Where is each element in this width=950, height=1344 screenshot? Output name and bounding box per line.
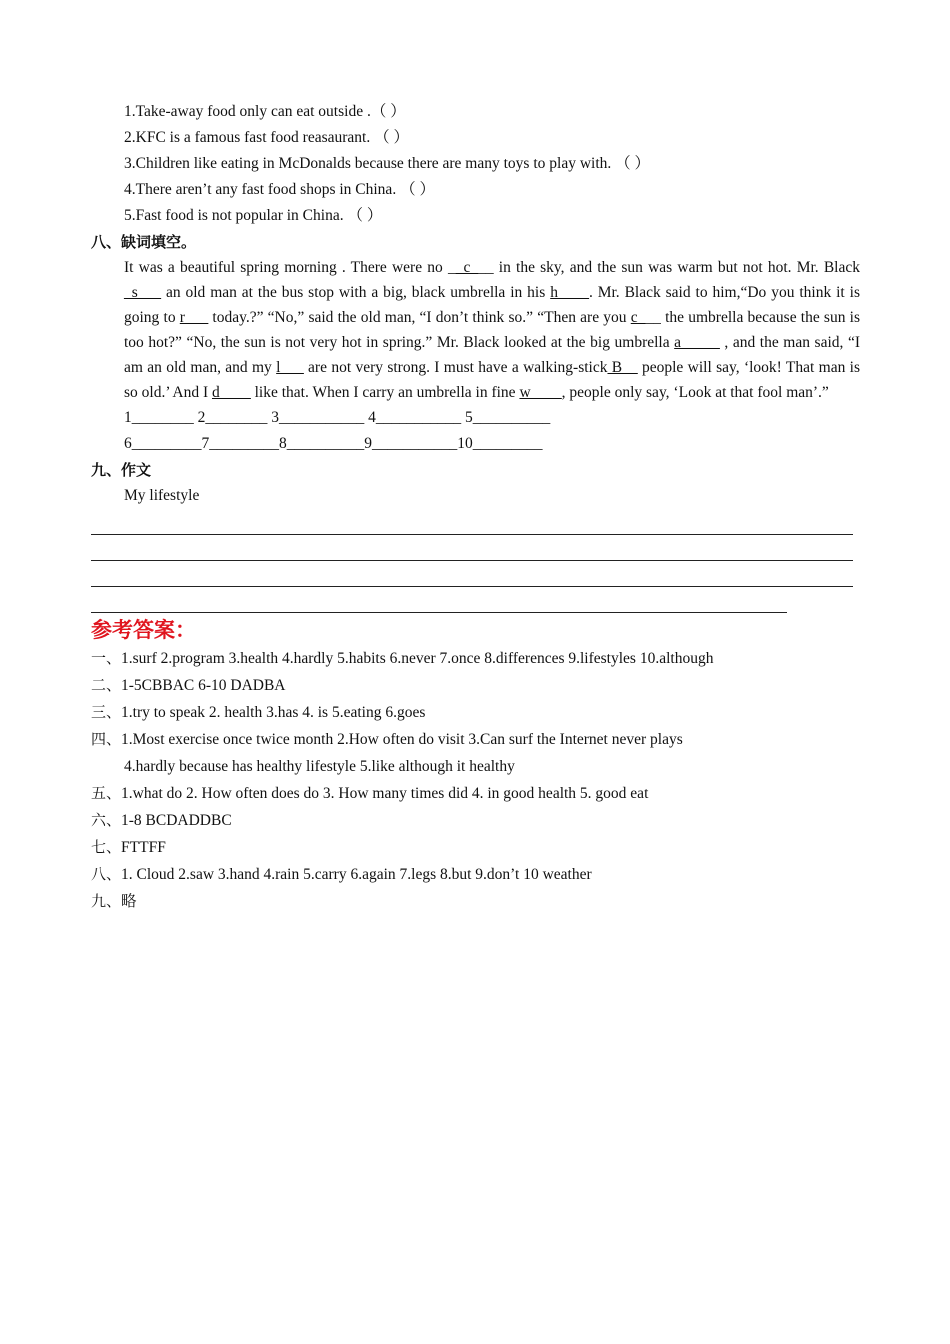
- cloze-blank: B__: [607, 359, 638, 376]
- writing-line: [91, 561, 853, 587]
- answer-row: 四、1.Most exercise once twice month 2.How often do visit 3.Can surf the Internet never plays: [91, 730, 683, 748]
- cloze-blank: a_____: [674, 334, 720, 351]
- answer-blanks-row: 1________ 2________ 3___________ 4___________ 5__________: [124, 409, 551, 426]
- tf-item: 4.There aren’t any fast food shops in China. （ ）: [124, 181, 435, 198]
- answer-blanks-row: 6_________7_________8__________9___________10_________: [124, 435, 543, 452]
- answer-row: 六、1-8 BCDADDBC: [91, 811, 232, 829]
- tf-item: 3.Children like eating in McDonalds because there are many toys to play with. （ ）: [124, 155, 651, 172]
- writing-line: [91, 587, 787, 613]
- cloze-blank: d____: [211, 384, 251, 401]
- answer-row: 五、1.what do 2. How often does do 3. How many times did 4. in good health 5. good eat: [91, 784, 649, 802]
- cloze-blank: h____: [550, 284, 589, 301]
- true-false-section: [91, 99, 860, 229]
- writing-title: My lifestyle: [124, 487, 200, 504]
- answer-row: 九、略: [91, 892, 137, 910]
- answer-row: 三、1.try to speak 2. health 3.has 4. is 5.eating 6.goes: [91, 703, 426, 721]
- cloze-blank: l___: [276, 359, 304, 376]
- answer-key-list: [91, 645, 860, 915]
- writing-lines: [91, 509, 853, 613]
- cloze-passage: It was a beautiful spring morning . There were no __c___ in the sky, and the sun was warm but not hot. Mr. Black _s___ an old man at the bus stop with a big, black umbrella in his h____. Mr. Black said to him,“Do you think it is going to r___ today.?” “No,” said the old man, “I don’t think so.” “Then are you c___ the umbrella because the sun is too hot?” “No, the sun is not very hot in spring.” Mr. Black looked at the big umbrella a_____ , and the man said, “I am an old man, and my l___ are not very strong. I must have a walking-stick B__ people will say, ‘look! That man is so old.’ And I d____ like that. When I carry an umbrella in fine w____, people only say, ‘Look at that fool man’.”: [124, 259, 861, 401]
- cloze-heading: 八、缺词填空。: [91, 233, 197, 251]
- answer-row: 七、FTTFF: [91, 838, 166, 856]
- writing-line: [91, 509, 853, 535]
- cloze-blank: _c_: [455, 259, 479, 276]
- cloze-blank: c_: [630, 309, 646, 326]
- cloze-blank: w____: [519, 384, 562, 401]
- answer-row: 二、1-5CBBAC 6-10 DADBA: [91, 676, 286, 694]
- tf-item: 1.Take-away food only can eat outside .（ ）: [124, 103, 406, 120]
- answer-row: 八、1. Cloud 2.saw 3.hand 4.rain 5.carry 6.again 7.legs 8.but 9.don’t 10 weather: [91, 865, 592, 883]
- answer-key-title: 参考答案：: [91, 618, 196, 642]
- writing-heading: 九、作文: [91, 461, 152, 479]
- tf-item: 2.KFC is a famous fast food reasaurant. （ ）: [124, 129, 409, 146]
- cloze-blank: r___: [179, 309, 209, 326]
- writing-line: [91, 535, 853, 561]
- cloze-blank: _s___: [124, 284, 162, 301]
- tf-item: 5.Fast food is not popular in China. （ ）: [124, 207, 383, 224]
- answer-row: 4.hardly because has healthy lifestyle 5.like although it healthy: [124, 758, 515, 775]
- worksheet-page: [91, 99, 860, 915]
- answer-row: 一、1.surf 2.program 3.health 4.hardly 5.habits 6.never 7.once 8.differences 9.lifestyles 10.although: [91, 649, 714, 667]
